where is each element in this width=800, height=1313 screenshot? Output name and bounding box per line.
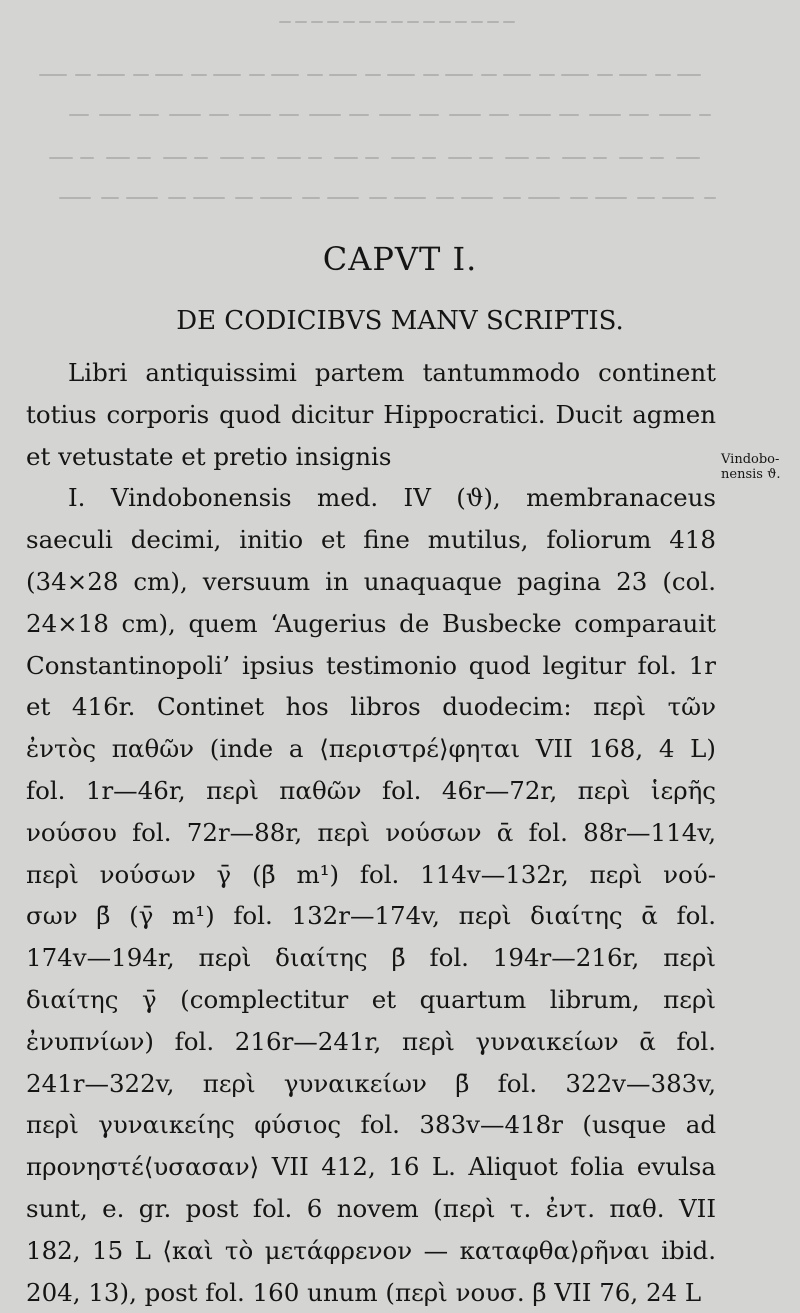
bleed-through-texture (0, 0, 800, 245)
text-line: totius corporis quod dicitur Hippocratici. Ducit agmen (26, 399, 716, 429)
text-line: περὶ γυναικείης φύσιος fol. 383v—418r (usque ad (26, 1110, 716, 1140)
text-line: sunt, e. gr. post fol. 6 novem (περὶ τ. ἐντ. παθ. VII (26, 1193, 716, 1223)
text-line: νούσου fol. 72r—88r, περὶ νούσων ᾱ fol. 88r—114v, (26, 817, 716, 847)
text-line: περὶ νούσων γ̄ (β̄ m¹) fol. 114v—132r, περὶ νού- (26, 859, 716, 889)
text-line: Constantinopoli’ ipsius testimonio quod legitur fol. 1r (26, 650, 716, 680)
text-line: ἐνυπνίων) fol. 216r—241r, περὶ γυναικείων ᾱ fol. (26, 1026, 716, 1056)
text-line: 174v—194r, περὶ διαίτης β̄ fol. 194r—216r, περὶ (26, 943, 716, 973)
text-line: et vetustate et pretio insignis (26, 441, 392, 471)
text-line: 24×18 cm), quem ‘Augerius de Busbecke comparauit (26, 608, 716, 638)
margin-note (721, 452, 800, 482)
text-line: Libri antiquissimi partem tantummodo continent (68, 358, 716, 387)
chapter-title: CAPVT I. (322, 240, 478, 278)
text-line: fol. 1r—46r, περὶ παθῶν fol. 46r—72r, περὶ ἱερῆς (26, 775, 716, 805)
section-title: DE CODICIBVS MANV SCRIPTIS. (176, 306, 624, 336)
body-text (26, 352, 716, 1313)
text-line: 241r—322v, περὶ γυναικείων β̄ fol. 322v—383v, (26, 1068, 716, 1098)
text-line: ἐντὸς παθῶν (inde a ⟨περιστρέ⟩φηται VII 168, 4 L) (26, 734, 716, 764)
text-line: σων β̄ (γ̄ m¹) fol. 132r—174v, περὶ διαίτης ᾱ fol. (26, 901, 716, 931)
text-line: I. Vindobonensis med. IV (ϑ), membranaceus (68, 483, 716, 513)
margin-note-line: nensis ϑ. (721, 467, 781, 482)
text-line: (34×28 cm), versuum in unaquaque pagina 23 (col. (26, 566, 716, 596)
text-line: προνηστέ⟨υσασαν⟩ VII 412, 16 L. Aliquot folia evulsa (26, 1152, 716, 1182)
text-line: saeculi decimi, initio et fine mutilus, foliorum 418 (26, 525, 716, 555)
margin-note-line: Vindobo- (721, 452, 780, 467)
text-line: et 416r. Continet hos libros duodecim: περὶ τῶν (26, 692, 716, 722)
text-line: 204, 13), post fol. 160 unum (περὶ νουσ. β̄ VII 76, 24 L (26, 1277, 702, 1307)
text-line: διαίτης γ̄ (complectitur et quartum librum, περὶ (26, 984, 716, 1014)
text-line: 182, 15 L ⟨καὶ τὸ μετάφρενον — καταφθα⟩ρῆναι ibid. (26, 1235, 716, 1265)
